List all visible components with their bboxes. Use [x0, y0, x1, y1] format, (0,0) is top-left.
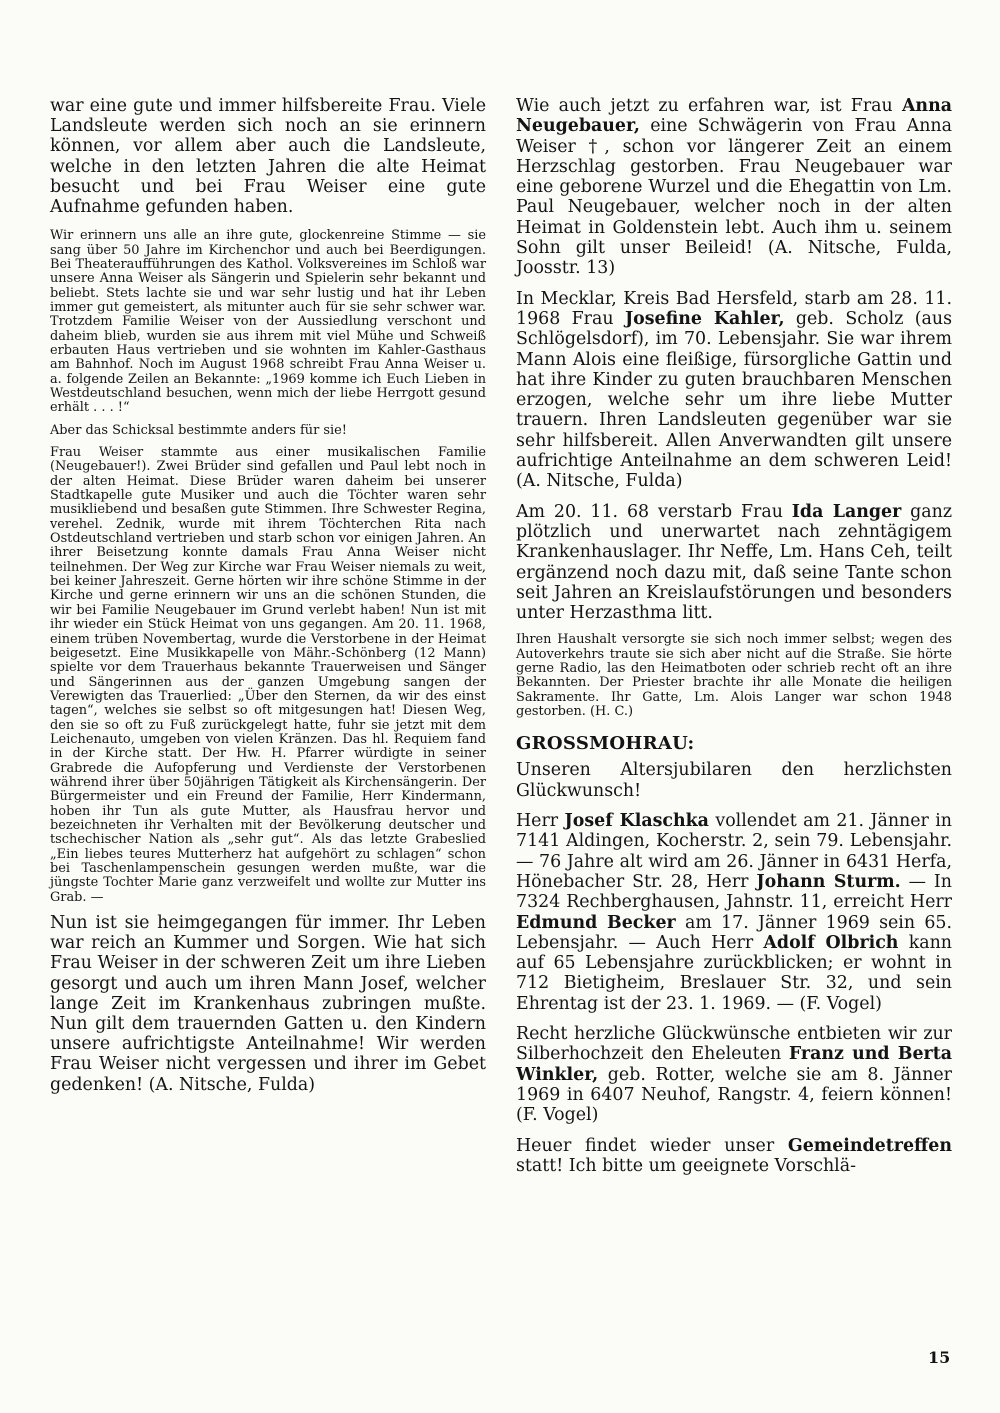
person-name: Edmund Becker [516, 912, 676, 933]
paragraph-farewell: Nun ist sie heimgegangen für immer. Ihr Leben war reich an Kummer und Sorgen. Wie hat sich Frau Weiser in der schweren Zeit um ihre Lieben gesorgt und auch um ihren Mann Josef, welcher lange Zeit im Krankenhaus zubringen mußte. Nun gilt dem trauernden Gatten u. den Kindern unsere aufrichtigste Anteilnahme! Wir werden Frau Weiser nicht vergessen und ihrer im Gebet gedenken! (A. Nitsche, Fulda) [50, 913, 486, 1095]
left-column [50, 96, 486, 1105]
right-column [516, 96, 952, 1186]
paragraph-household: Ihren Haushalt versorgte sie sich noch immer selbst; wegen des Autoverkehrs traute sie sich aber nicht auf die Straße. Sie hörte gerne Radio, las den Heimatboten oder schrieb recht oft an ihre Bekannten. Der Priester brachte ihr alle Monate die heiligen Sakramente. Ihr Gatte, Lm. Alois Langer war schon 1948 gestorben. (H. C.) [516, 632, 952, 720]
person-name: Johann Sturm. [756, 871, 901, 892]
person-name: Anna Neugebauer, [516, 96, 952, 137]
page-number: 15 [928, 1348, 951, 1367]
paragraph-silver-wedding: Recht herzliche Glückwünsche entbieten wir zur Silberhochzeit den Eheleuten Franz und Berta Winkler, geb. Rotter, welche sie am 8. Jänner 1969 in 6407 Neuhof, Rangstr. 4, feiern können! (F. Vogel) [516, 1024, 952, 1126]
paragraph-meeting: Heuer findet wieder unser Gemeindetreffen statt! Ich bitte um geeignete Vorschlä- [516, 1135, 952, 1176]
paragraph-kahler: In Mecklar, Kreis Bad Hersfeld, starb am 28. 11. 1968 Frau Josefine Kahler, geb. Scholz (aus Schlögelsdorf), im 70. Lebensjahr. Sie war ihrem Mann Alois eine fleißige, fürsorgliche Gattin und hat ihre Kinder zu guten brauchbaren Menschen erzogen, welche sehr um ihre liebe Mutter trauern. Ihren Landsleuten gegenüber war sie sehr hilfsbereit. Allen Anverwandten gilt unsere aufrichtige Anteilnahme an dem schweren Leid! (A. Nitsche, Fulda) [516, 288, 953, 492]
person-name: Josefine Kahler, [624, 308, 785, 329]
person-name: Ida Langer [791, 501, 902, 522]
person-name: Adolf Olbrich [763, 932, 899, 953]
paragraph-langer: Am 20. 11. 68 verstarb Frau Ida Langer ganz plötzlich und unerwartet nach zehntägigem Krankenhauslager. Ihr Neffe, Lm. Hans Ceh, teilt ergänzend noch dazu mit, daß seine Tante schon seit Jahren an Kreislaufstörungen und besonders unter Herzasthma litt. [516, 501, 952, 624]
paragraph-birthdays: Herr Josef Klaschka vollendet am 21. Jänner in 7141 Aldingen, Kocherstr. 2, sein 79. Lebensjahr. — 76 Jahre alt wird am 26. Jänner in 6431 Herfa, Hönebacher Str. 28, Herr Johann Sturm. — In 7324 Rechberghausen, Jahnstr. 11, erreicht Herr Edmund Becker am 17. Jänner 1969 sein 65. Lebensjahr. — Auch Herr Adolf Olbrich kann auf 65 Lebensjahre zurückblicken; er wohnt in 712 Bietigheim, Breslauer Str. 32, und sein Ehrentag ist der 23. 1. 1969. — (F. Vogel) [516, 811, 952, 1014]
paragraph-family: Frau Weiser stammte aus einer musikalischen Familie (Neugebauer!). Zwei Brüder sind gefallen und Paul lebt noch in der alten Heimat. Diese Brüder waren daheim bei unserer Stadtkapelle gute Musiker und auch die Töchter waren sehr musikliebend und besaßen gute Stimmen. Ihre Schwester Regina, verehel. Zednik, wurde mit ihrem Töchterchen Rita nach Ostdeutschland vertrieben und starb schon vor einigen Jahren. An ihrer Beisetzung konnte damals Frau Anna Weiser nicht teilnehmen. Der Weg zur Kirche war Frau Weiser niemals zu weit, bei keiner Jahreszeit. Gerne hörten wir ihre schöne Stimme in der Kirche und gerne erinnern wir uns an die schönen Stunden, die wir bei Familie Neugebauer im Grund verlebt haben! Nun ist mit ihr wieder ein Stück Heimat von uns gegangen. Am 20. 11. 1968, einem trüben Novembertag, wurde die Verstorbene in der Heimat beigesetzt. Eine Musikkapelle von Mähr.-Schönberg (12 Mann) spielte vor dem Trauerhaus bekannte Trauerweisen und Sänger und Sängerinnen aus der ganzen Umgebung sangen der Verewigten das Trauerlied: „Über den Sternen, da wir des einst tagen“, welches sie selbst so oft mitgesungen hat! Diesen Weg, den sie so oft zu Fuß zurückgelegt hatte, fuhr sie jetzt mit dem Leichenauto, umgeben von vielen Kränzen. Das hl. Requiem fand in der Kirche statt. Der Hw. H. Pfarrer würdigte in seiner Grabrede die Aufopferung und Verdienste der Verstorbenen während ihrer über 50jährigen Tätigkeit als Kirchensängerin. Der Bürgermeister und ein Freund der Familie, Herr Kindermann, hoben ihr Tun als gute Mutter, als Hausfrau hervor und bezeichneten ihr Verhalten mit der Bevölkerung deutscher und tschechischer Nation als „sehr gut“. Als das letzte Grabeslied „Ein liebes teures Mutterherz hat aufgehört zu schlagen“ schon bei Taschenlampenschein gesungen werden mußte, war die jüngste Tochter Marie ganz verzweifelt und wollte zur Mutter ins Grab. — [50, 445, 486, 905]
person-name: Franz und Berta Winkler, [516, 1044, 952, 1085]
event-name: Gemeindetreffen [787, 1135, 952, 1156]
paragraph-voice: Wir erinnern uns alle an ihre gute, glockenreine Stimme — sie sang über 50 Jahre im Kirchenchor und auch bei Beerdigungen. Bei Theateraufführungen des Kathol. Volksvereines im Schloß war unsere Anna Weiser als Sängerin und Spielerin sehr bekannt und beliebt. Stets lachte sie und war sehr lustig und hat ihr Leben immer gut gemeistert, als mitunter auch für sie sehr schwer war. Trotzdem Familie Weiser von der Aussiedlung verschont und daheim blieb, wurden sie aus ihrem mit viel Mühe und Schweiß erbauten Haus vertrieben und sie wohnten im Kahler-Gasthaus am Bahnhof. Noch im August 1968 schreibt Frau Anna Weiser u. a. folgende Zeilen an Bekannte: „1969 komme ich Euch Lieben in Westdeutschland besuchen, wenn mich der liebe Herrgott gesund erhält . . . !“ [50, 228, 486, 416]
paragraph-intro: war eine gute und immer hilfsbereite Frau. Viele Landsleute werden sich noch an sie erinnern können, vor allem aber auch die Landsleute, welche in den letzten Jahren die alte Heimat besucht und bei Frau Weiser eine gute Aufnahme gefunden haben. [50, 96, 486, 218]
person-name: Josef Klaschka [564, 811, 709, 832]
section-heading: GROSSMOHRAU: [516, 733, 695, 755]
paragraph-congratulations: Unseren Altersjubilaren den herzlichsten Glückwunsch! [516, 760, 952, 801]
paragraph-neugebauer: Wie auch jetzt zu erfahren war, ist Frau Anna Neugebauer, eine Schwägerin von Frau Anna Weiser †, schon vor längerer Zeit an einem Herzschlag gestorben. Frau Neugebauer war eine geborene Wurzel und die Ehegattin von Lm. Paul Neugebauer, welcher noch in der alten Heimat in Goldenstein lebt. Auch ihm u. seinem Sohn gilt unser Beileid! (A. Nitsche, Fulda, Joosstr. 13) [516, 96, 952, 279]
paragraph-fate: Aber das Schicksal bestimmte anders für sie! [50, 422, 347, 438]
